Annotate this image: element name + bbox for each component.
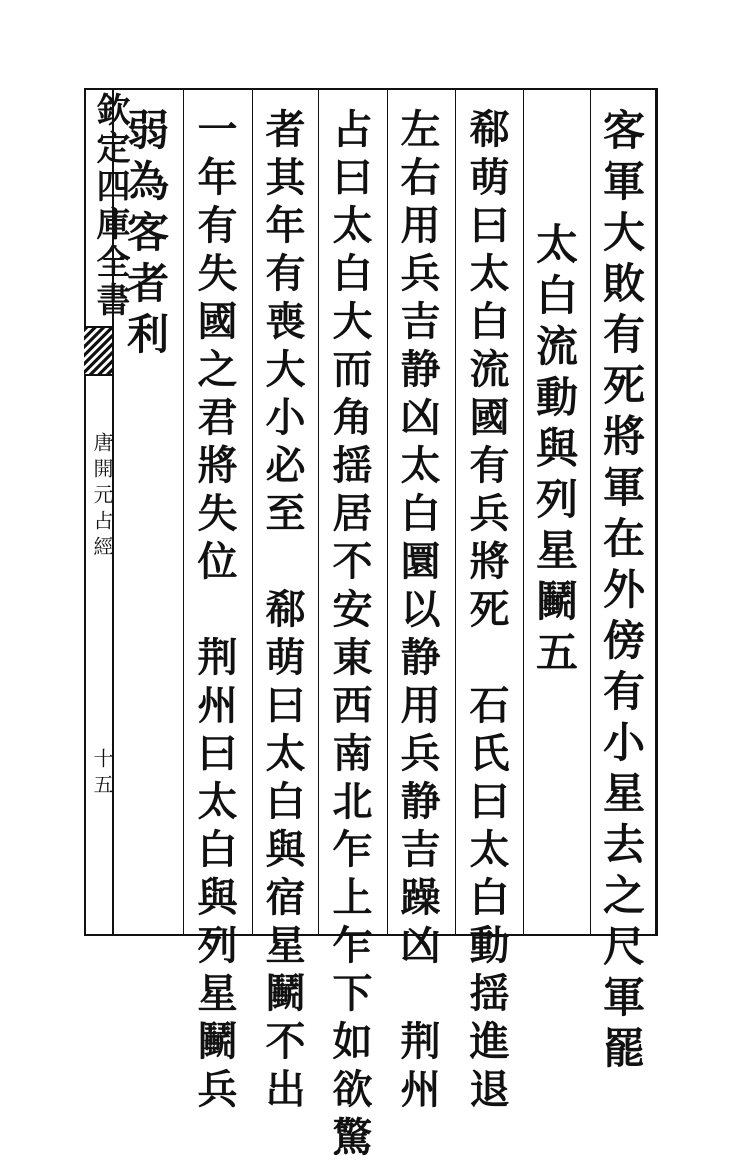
text-column-3: 郗萌曰太白流國有兵將死 石氏曰太白動揺進退 [463,108,510,1116]
column-rule [183,88,184,936]
text-column-7: 一年有失國之君將失位 荆州曰太白與列星鬭兵 [191,108,238,1116]
column-rule [523,88,524,936]
book-title: 唐開元占經 [90,432,114,562]
fish-tail-mark [84,326,112,376]
page-number: 十五 [90,748,114,800]
frame-right-rule [655,88,658,936]
column-rule [387,88,388,936]
column-rule [252,88,253,936]
text-column-6: 者其年有喪大小必至 郗萌曰太白與宿星鬭不出 [259,108,306,1116]
frame-top-rule [84,88,658,90]
column-rule [590,88,591,936]
column-rule [455,88,456,936]
spine-title: 欽定四庫全書 [90,92,130,320]
text-column-2: 太白流動與列星鬭五 [530,222,579,681]
text-column-1: 客軍大敗有死將軍在外傍有小星去之尺軍罷 [597,108,646,1077]
text-column-5: 占曰太白大而角揺居不安東西南北乍上乍下如欲驚 [326,108,373,1164]
column-rule [318,88,319,936]
text-column-4: 左右用兵吉静凶太白圜以静用兵静吉躁凶 荆州 [394,108,441,1116]
text-column-8: 弱為客者利 [121,108,170,363]
